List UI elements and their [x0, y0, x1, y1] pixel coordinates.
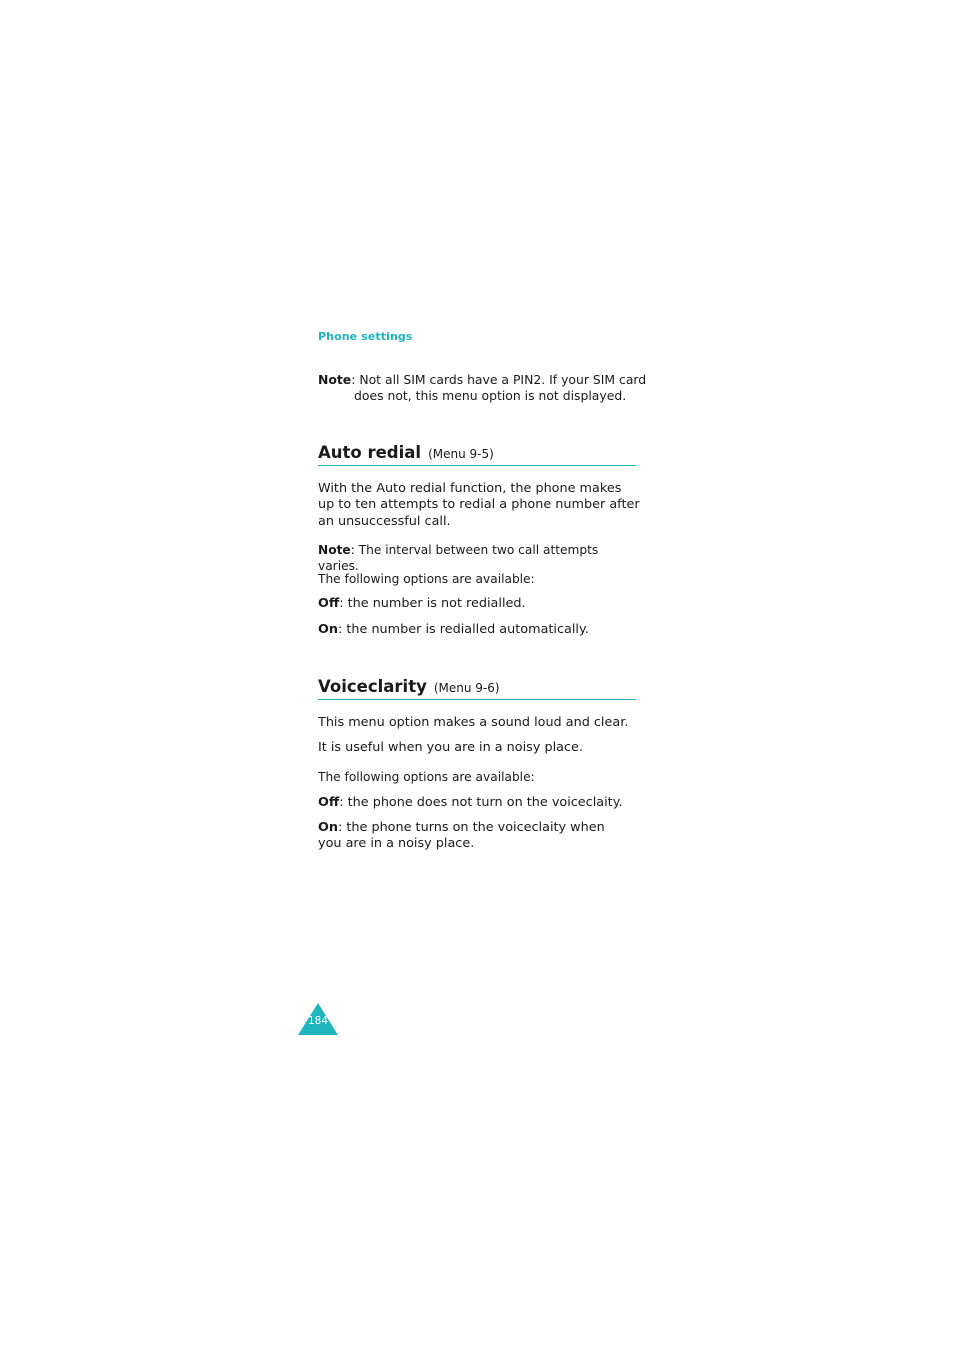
note-text-line1: : Not all SIM cards have a PIN2. If your SIM card — [351, 372, 647, 387]
option-label: Off — [318, 795, 340, 810]
option-label: Off — [318, 596, 340, 611]
option-label: On — [318, 820, 338, 835]
auto-redial-option-on — [318, 622, 640, 638]
auto-redial-description: With the Auto redial function, the phone makes up to ten attempts to redial a phone number after an unsuccessful call. — [318, 481, 640, 529]
voiceclarity-menu-ref: (Menu 9-6) — [433, 681, 500, 695]
voiceclarity-description-1: This menu option makes a sound loud and clear. — [318, 715, 629, 730]
auto-redial-title: Auto redial — [318, 443, 422, 462]
option-text: : the number is redialled automatically. — [338, 622, 589, 637]
note-label: Note — [318, 372, 352, 387]
auto-redial-note — [318, 542, 640, 575]
voiceclarity-option-off — [318, 795, 640, 811]
note-text-line2: does not, this menu option is not displayed. — [354, 388, 627, 403]
option-text: : the number is not redialled. — [339, 596, 526, 611]
pin2-note — [318, 372, 648, 404]
auto-redial-menu-ref: (Menu 9-5) — [428, 447, 494, 461]
auto-redial-option-off — [318, 596, 640, 612]
voiceclarity-options-intro: The following options are available: — [318, 770, 535, 784]
note-label: Note — [318, 543, 351, 557]
voiceclarity-title: Voiceclarity — [318, 677, 427, 696]
option-text: : the phone turns on the voiceclaity when you are in a noisy place. — [318, 820, 605, 852]
running-header: Phone settings — [318, 330, 413, 343]
voiceclarity-description-2: It is useful when you are in a noisy place. — [318, 740, 583, 755]
option-text: : the phone does not turn on the voiceclaity. — [339, 795, 623, 810]
auto-redial-options-intro: The following options are available: — [318, 572, 535, 586]
page-number: 184 — [307, 1015, 329, 1027]
voiceclarity-option-on — [318, 820, 626, 853]
option-label: On — [318, 622, 338, 637]
voiceclarity-heading — [318, 677, 636, 700]
auto-redial-heading — [318, 443, 636, 466]
note-text: : The interval between two call attempts varies. — [318, 543, 599, 574]
